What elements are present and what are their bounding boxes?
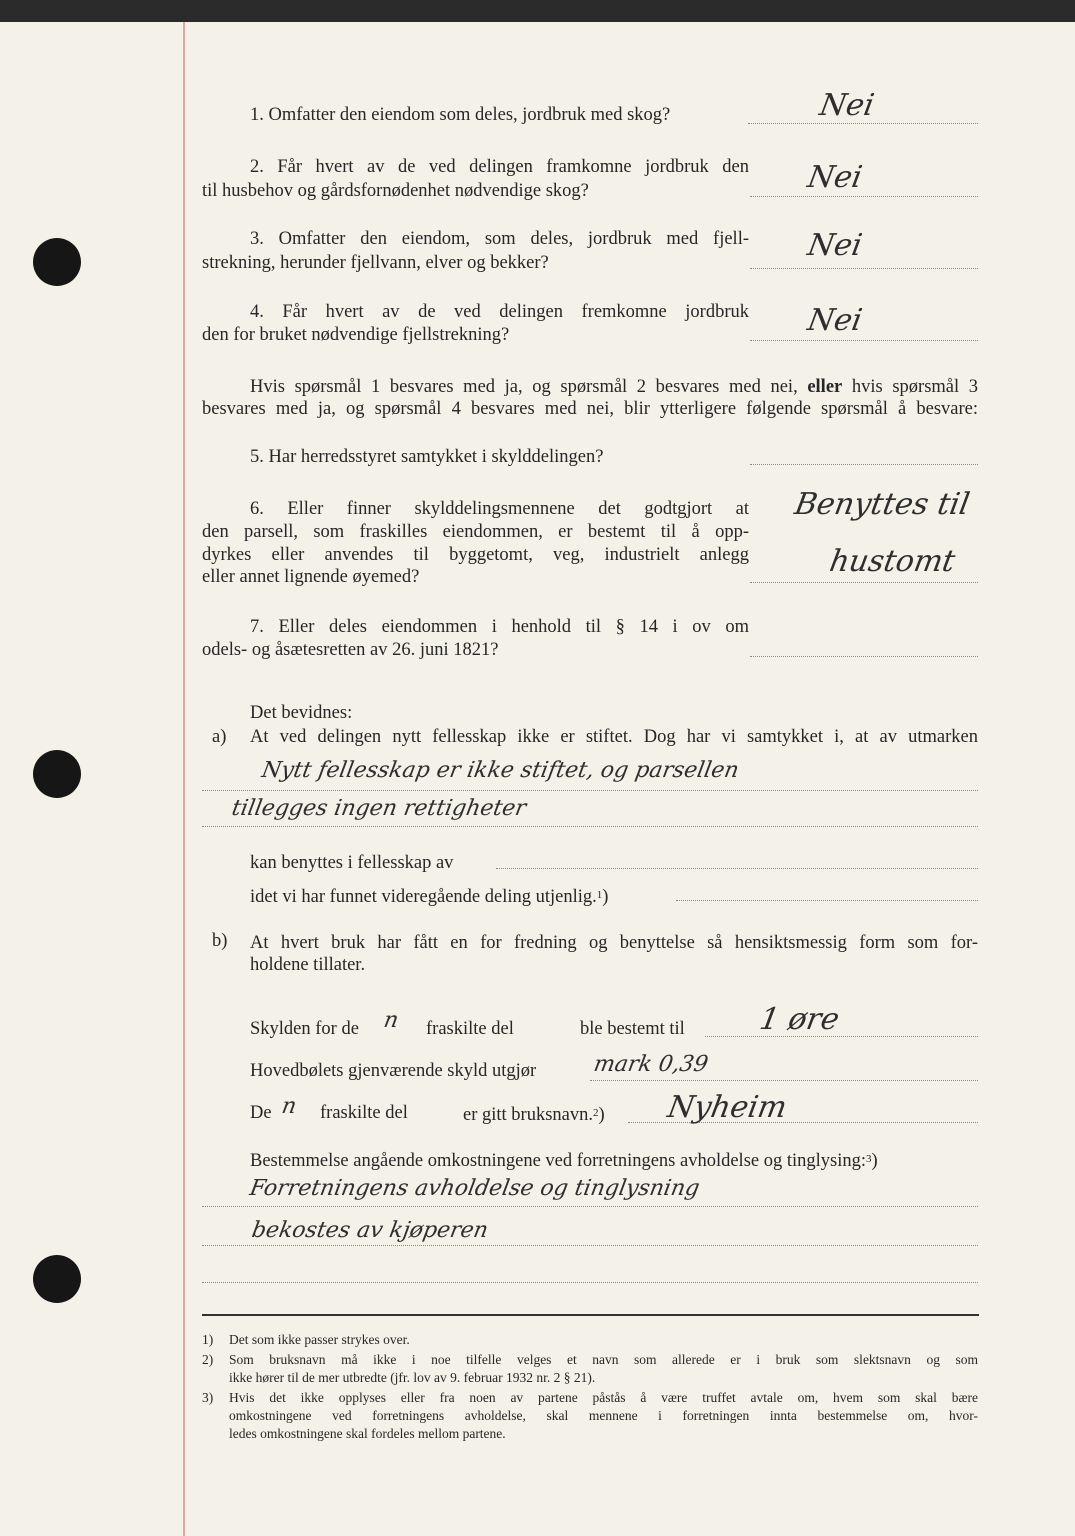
question-3-line-2: strekning, herunder fjellvann, elver og bekker? <box>202 253 549 273</box>
footnote-3-marker: 3) <box>202 1390 214 1405</box>
question-7-line-2: odels- og åsætesretten av 26. juni 1821? <box>202 640 499 660</box>
footnote-3-line-3: ledes omkostningene skal fordeles mellom partene. <box>229 1426 506 1441</box>
handwritten-answer-2: Nei <box>804 160 865 195</box>
question-6-line-3: dyrkes eller anvendes til byggetomt, veg, industrielt anlegg <box>202 545 749 565</box>
skyld-label-3b: fraskilte del <box>320 1103 408 1123</box>
question-2-line-2: til husbehov og gårdsfornødenhet nødvendige skog? <box>202 181 589 201</box>
handwritten-answer-4: Nei <box>804 303 865 338</box>
question-3-line-1: 3. Omfatter den eiendom, som deles, jordbruk med fjell- <box>250 229 749 249</box>
handwritten-n-1: n <box>381 1008 401 1033</box>
handwritten-farm-name: Nyheim <box>664 1090 790 1125</box>
skyld-label-1: Skylden for de <box>250 1019 359 1039</box>
question-6-line-1: 6. Eller finner skylddelingsmennene det godtgjort at <box>250 499 749 519</box>
fill-line <box>202 1282 978 1283</box>
fill-line <box>705 1036 978 1037</box>
answer-line <box>750 656 978 657</box>
fill-line <box>496 868 978 869</box>
question-4-line-1: 4. Får hvert av de ved delingen fremkomne jordbruk <box>250 302 749 322</box>
question-2-line-1: 2. Får hvert av de ved delingen framkomne jordbruk den <box>250 157 749 177</box>
skyld-label-1b: fraskilte del <box>426 1019 514 1039</box>
handwritten-a-line-2: tillegges ingen rettigheter <box>229 796 529 821</box>
skyld-label-1c: ble bestemt til <box>580 1019 685 1039</box>
fill-line <box>202 826 978 827</box>
handwritten-answer-6-line-2: hustomt <box>826 544 958 579</box>
attest-a-marker: a) <box>212 727 227 747</box>
punch-hole <box>33 750 81 798</box>
question-5: 5. Har herredsstyret samtykket i skylddelingen? <box>250 447 604 467</box>
answer-line <box>748 123 978 124</box>
attest-a-line-1: At ved delingen nytt fellesskap ikke er stiftet. Dog har vi samtykket i, at av utmarken <box>250 727 978 747</box>
question-6-line-4: eller annet lignende øyemed? <box>202 567 420 587</box>
question-1: 1. Omfatter den eiendom som deles, jordbruk med skog? <box>250 105 671 125</box>
footnote-3-line-2: omkostningene ved forretningens avholdelse, skal mennene i forretningen innta bestemmelse om, hvor- <box>229 1408 978 1423</box>
question-6-line-2: den parsell, som fraskilles eiendommen, er bestemt til å opp- <box>202 522 749 542</box>
skyld-label-3c: er gitt bruksnavn.$^2$) <box>463 1105 605 1125</box>
footnote-1: Det som ikke passer strykes over. <box>229 1332 410 1347</box>
question-4-line-2: den for bruket nødvendige fjellstrekning? <box>202 325 510 345</box>
question-7-line-1: 7. Eller deles eiendommen i henhold til § 14 i ov om <box>250 617 749 637</box>
answer-line <box>750 268 978 269</box>
attest-heading: Det bevidnes: <box>250 703 353 723</box>
answer-line <box>750 340 978 341</box>
fill-line <box>202 1245 978 1246</box>
answer-line <box>750 464 978 465</box>
red-margin-line <box>183 22 185 1536</box>
attest-b-line-1: At hvert bruk har fått en for fredning og benyttelse så hensiktsmessig form som for- <box>250 933 978 953</box>
condition-text-line-1: Hvis spørsmål 1 besvares med ja, og spørsmål 2 besvares med nei, eller hvis spørsmål 3 <box>250 377 979 397</box>
skyld-label-2: Hovedbølets gjenværende skyld utgjør <box>250 1061 537 1081</box>
answer-line <box>750 582 978 583</box>
handwritten-answer-1: Nei <box>816 88 877 123</box>
handwritten-costs-line-1: Forretningens avholdelse og tinglysning <box>247 1176 702 1201</box>
scan-top-edge <box>0 0 1075 22</box>
handwritten-costs-line-2: bekostes av kjøperen <box>249 1218 491 1243</box>
attest-b-marker: b) <box>212 931 228 951</box>
skyld-label-4: Bestemmelse angående omkostningene ved forretningens avholdelse og tinglysing:$^3$) <box>250 1151 878 1171</box>
attest-a-line-2: kan benyttes i fellesskap av <box>250 853 454 873</box>
footnote-1-marker: 1) <box>202 1332 214 1347</box>
handwritten-remaining-skyld: mark 0,39 <box>591 1052 711 1077</box>
handwritten-skyld-value: 1 øre <box>756 1002 842 1037</box>
handwritten-a-line-1: Nytt fellesskap er ikke stiftet, og parsellen <box>259 758 741 783</box>
handwritten-answer-6-line-1: Benyttes til <box>791 487 973 522</box>
fill-line <box>202 1206 978 1207</box>
footnote-2-marker: 2) <box>202 1352 214 1367</box>
footnote-2-line-2: ikke hører til de mer utbredte (jfr. lov av 9. februar 1932 nr. 2 § 21). <box>229 1370 596 1385</box>
answer-line <box>750 196 978 197</box>
punch-hole <box>33 1255 81 1303</box>
footnote-3-line-1: Hvis det ikke opplyses eller fra noen av partene påstås å være truffet avtale om, hvem som skal bære <box>229 1390 978 1405</box>
footnote-rule <box>202 1314 979 1316</box>
fill-line <box>676 900 978 901</box>
attest-a-line-3: idet vi har funnet videregående deling utjenlig.$^1$) <box>250 887 609 907</box>
footnote-2-line-1: Som bruksnavn må ikke i noe tilfelle velges et navn som allerede er i bruk som slektsnavn og som <box>229 1352 978 1367</box>
punch-hole <box>33 238 81 286</box>
handwritten-answer-3: Nei <box>804 228 865 263</box>
handwritten-n-2: n <box>279 1094 299 1119</box>
skyld-label-3a: De <box>250 1103 272 1123</box>
attest-b-line-2: holdene tillater. <box>250 955 366 975</box>
fill-line <box>590 1080 978 1081</box>
condition-text-line-2: besvares med ja, og spørsmål 4 besvares med nei, blir ytterligere følgende spørsmål å besvare: <box>202 399 978 419</box>
fill-line <box>202 790 978 791</box>
